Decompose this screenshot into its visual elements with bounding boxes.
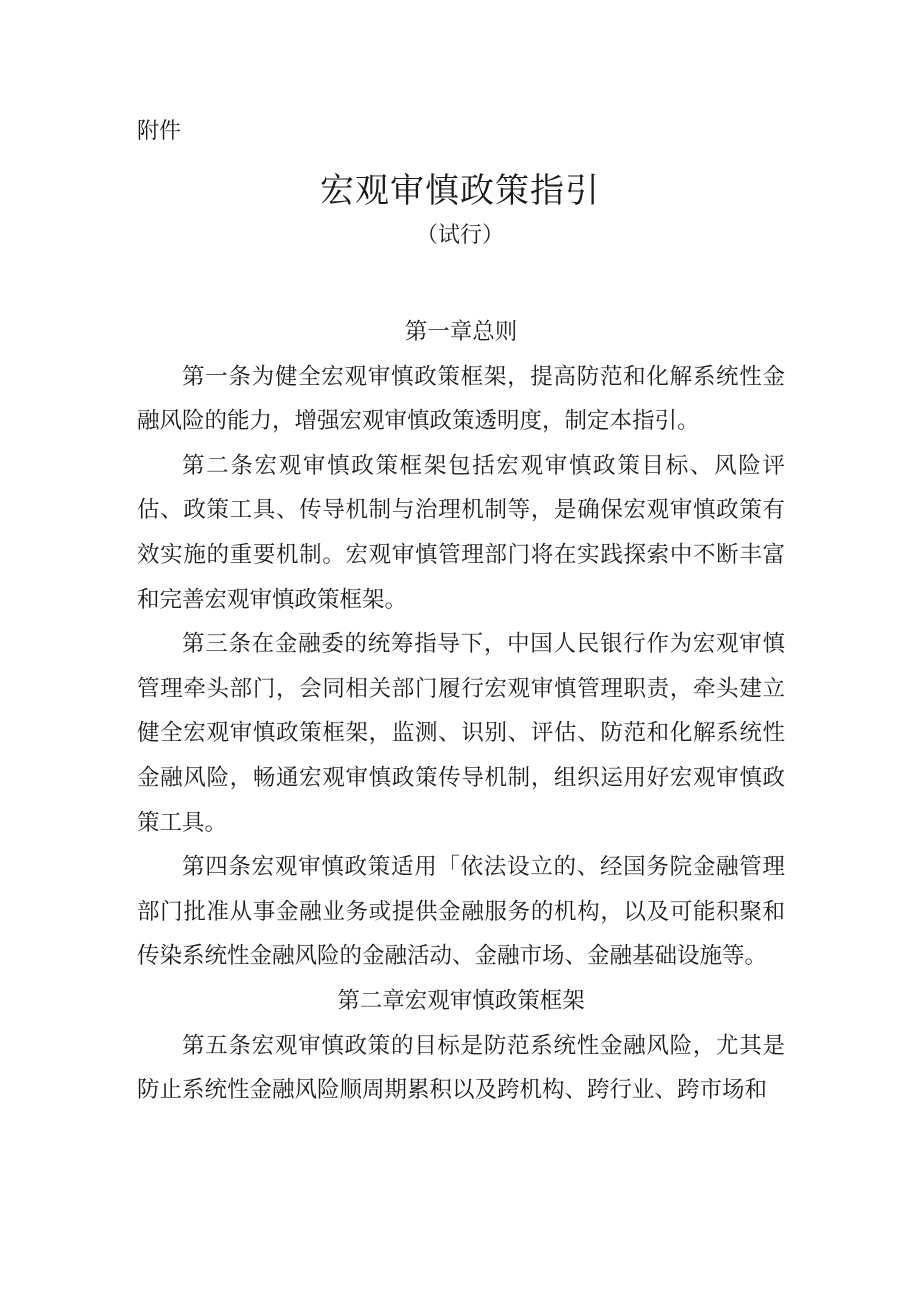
chapter-heading: 第一章总则 <box>404 319 518 345</box>
document-subtitle: （试行） <box>415 223 504 248</box>
attachment-label: 附件 <box>137 119 182 144</box>
article-paragraph: 第一条为健全宏观审慎政策框架，提高防范和化解系统性金融风险的能力，增强宏观审慎政策透明度，制定本指引。 <box>137 363 785 435</box>
article-paragraph: 第二条宏观审慎政策框架包括宏观审慎政策目标、风险评估、政策工具、传导机制与治理机制等，是确保宏观审慎政策有效实施的重要机制。宏观审慎管理部门将在实践探索中不断丰富和完善宏观审慎政策框架。 <box>137 452 785 613</box>
document-title: 宏观审慎政策指引 <box>320 171 600 211</box>
document-body <box>137 310 785 1113</box>
article-paragraph: 第四条宏观审慎政策适用「依法设立的、经国务院金融管理部门批准从事金融业务或提供金融服务的机构，以及可能积聚和传染系统性金融风险的金融活动、金融市场、金融基础设施等。 <box>137 854 785 970</box>
article-paragraph: 第五条宏观审慎政策的目标是防范系统性金融风险，尤其是防止系统性金融风险顺周期累积以及跨机构、跨行业、跨市场和 <box>137 1032 785 1104</box>
article-paragraph: 第三条在金融委的统筹指导下，中国人民银行作为宏观审慎管理牵头部门，会同相关部门履行宏观审慎管理职责，牵头建立健全宏观审慎政策框架，监测、识别、评估、防范和化解系统性金融风险，畅通宏观审慎政策传导机制，组织运用好宏观审慎政策工具。 <box>137 631 785 836</box>
chapter-heading: 第二章宏观审慎政策框架 <box>337 987 585 1014</box>
